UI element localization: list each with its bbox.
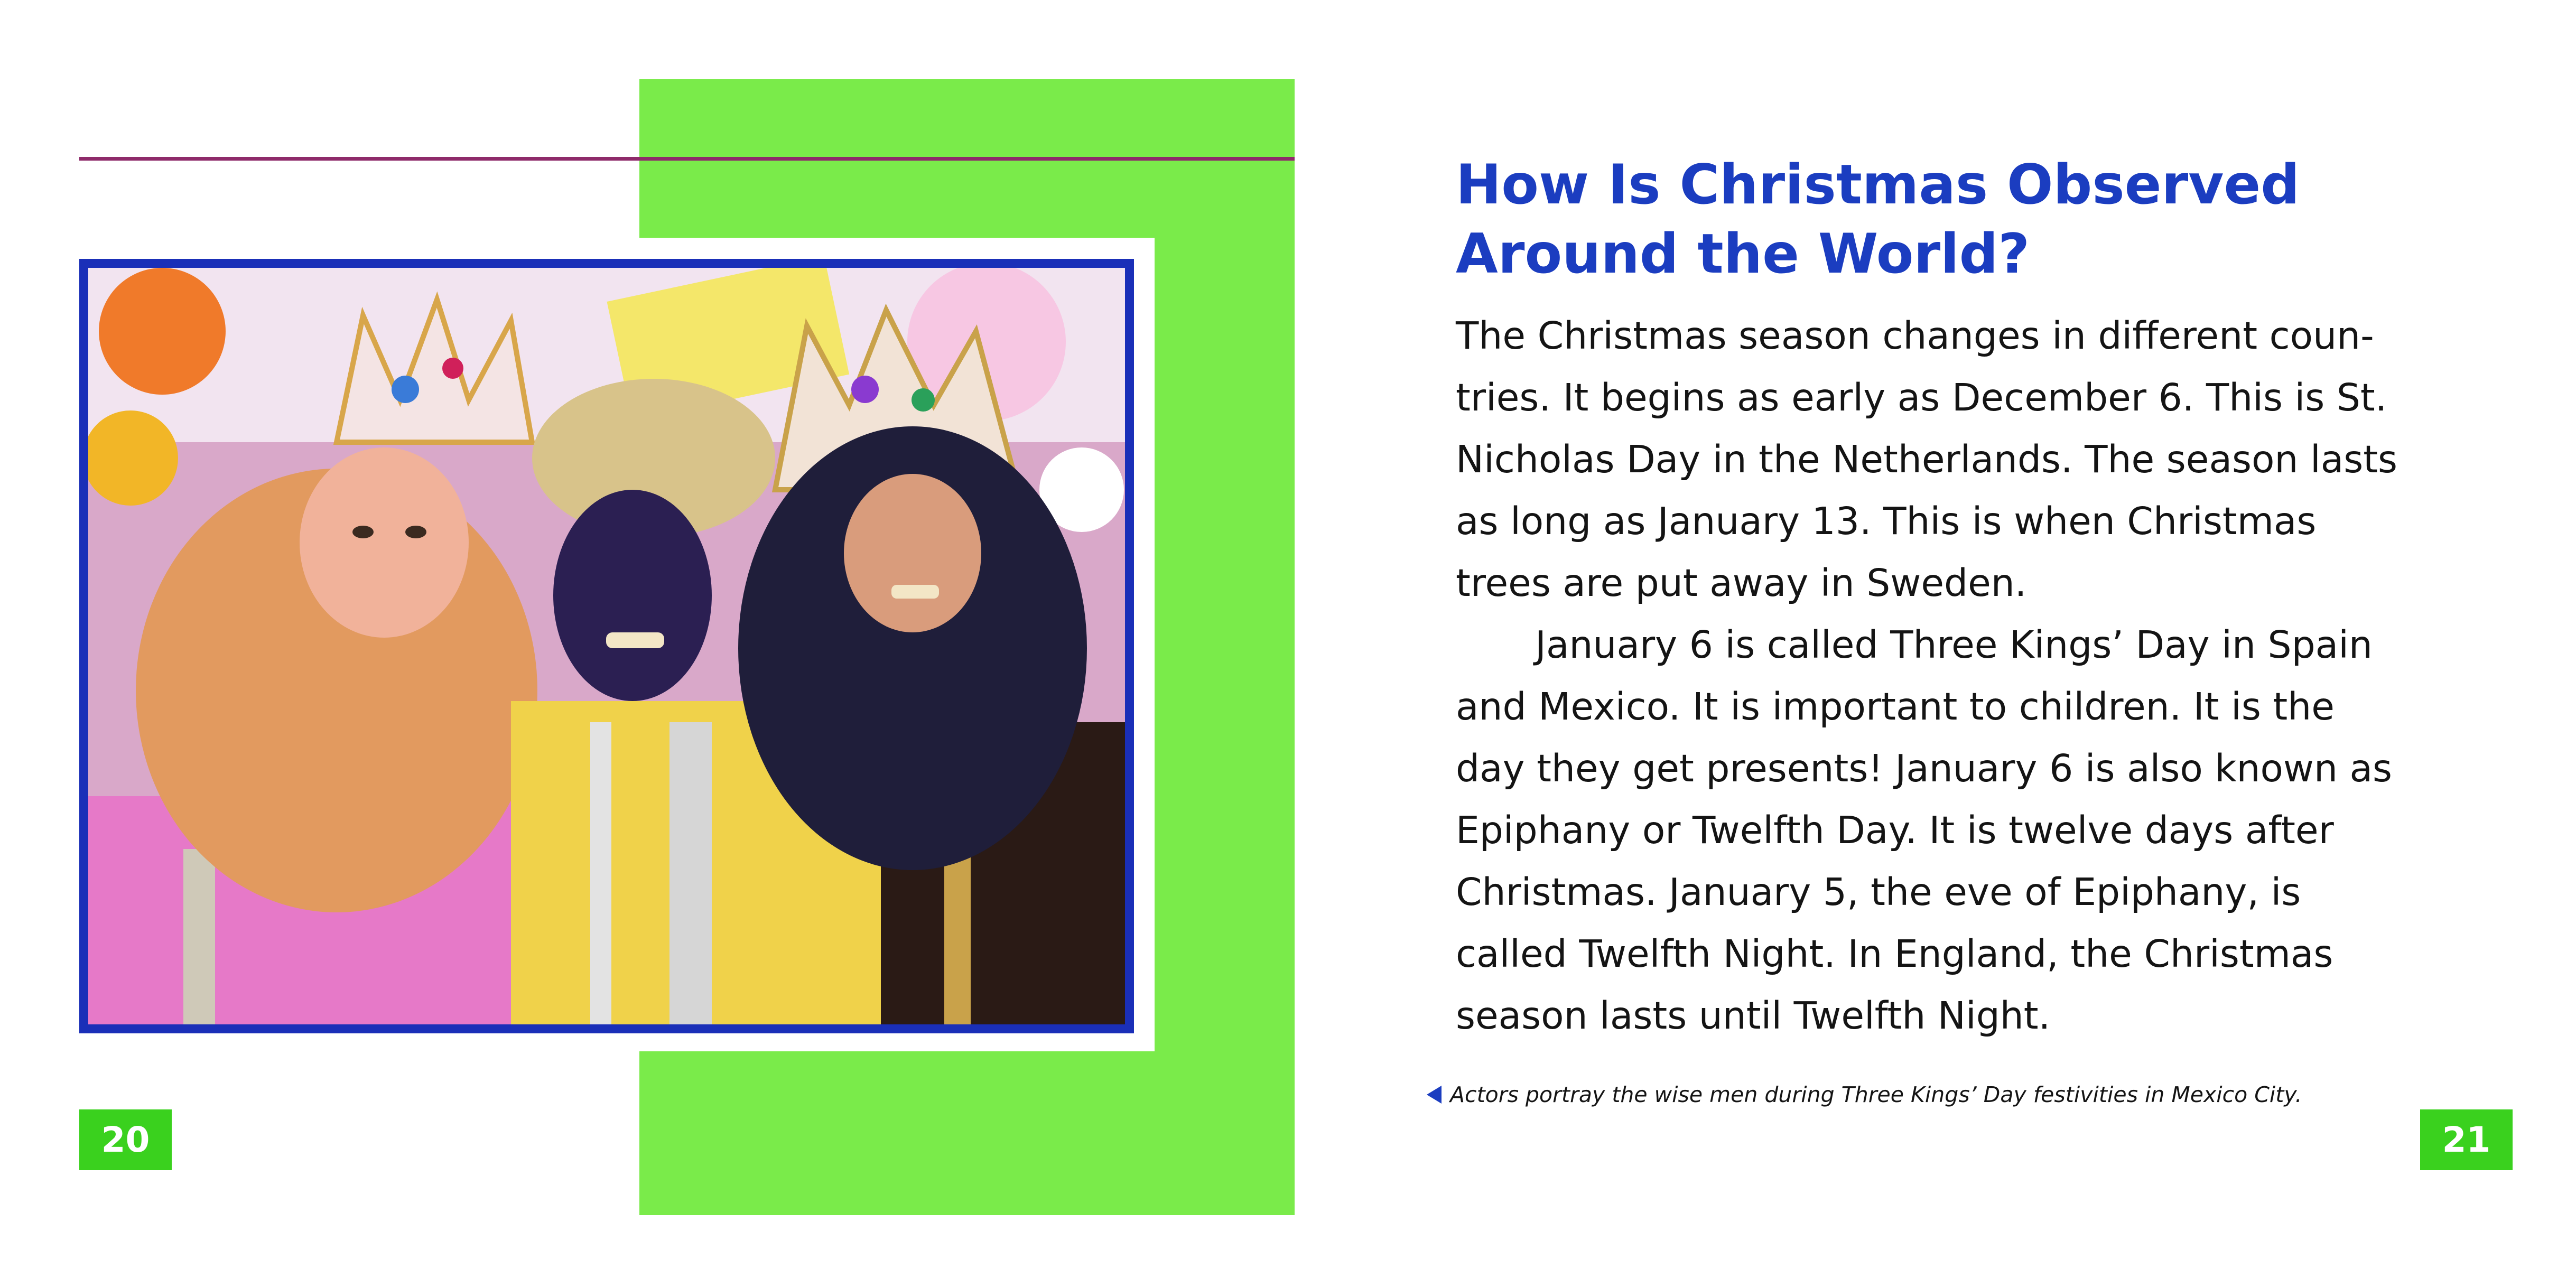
photo-caption (1427, 1082, 2404, 1107)
body-text (1456, 305, 2423, 1047)
three-kings-photo (79, 259, 1134, 1033)
page-number-left: 20 (79, 1109, 172, 1170)
decorative-rule (79, 157, 1295, 161)
paragraph-1: The Christmas season changes in different coun- tries. It begins as early as December 6. This is St. Nicholas Day in the Netherlands. The season lasts as long as January 13. This is when Christmas trees are put away in Sweden. (1456, 314, 2398, 605)
page-heading (1456, 151, 2407, 289)
three-kings-photo-illustration (88, 268, 1125, 1024)
heading-line-2: Around the World? (1456, 222, 2030, 286)
heading-line-1: How Is Christmas Observed (1456, 153, 2300, 217)
caption-text: Actors portray the wise men during Three Kings’ Day festivities in Mexico City. (1450, 1082, 2302, 1107)
caption-pointer-icon (1427, 1086, 1442, 1104)
paragraph-2: January 6 is called Three Kings’ Day in Spain and Mexico. It is important to children. It is the day they get presents! January 6 is also known as Epiphany or Twelfth Day. It is twelve days after Christmas. January 5, the eve of Epiphany, is called Twelfth Night. In England, the Christmas season lasts until Twelfth Night. (1456, 623, 2393, 1038)
page-number-right: 21 (2420, 1109, 2513, 1170)
